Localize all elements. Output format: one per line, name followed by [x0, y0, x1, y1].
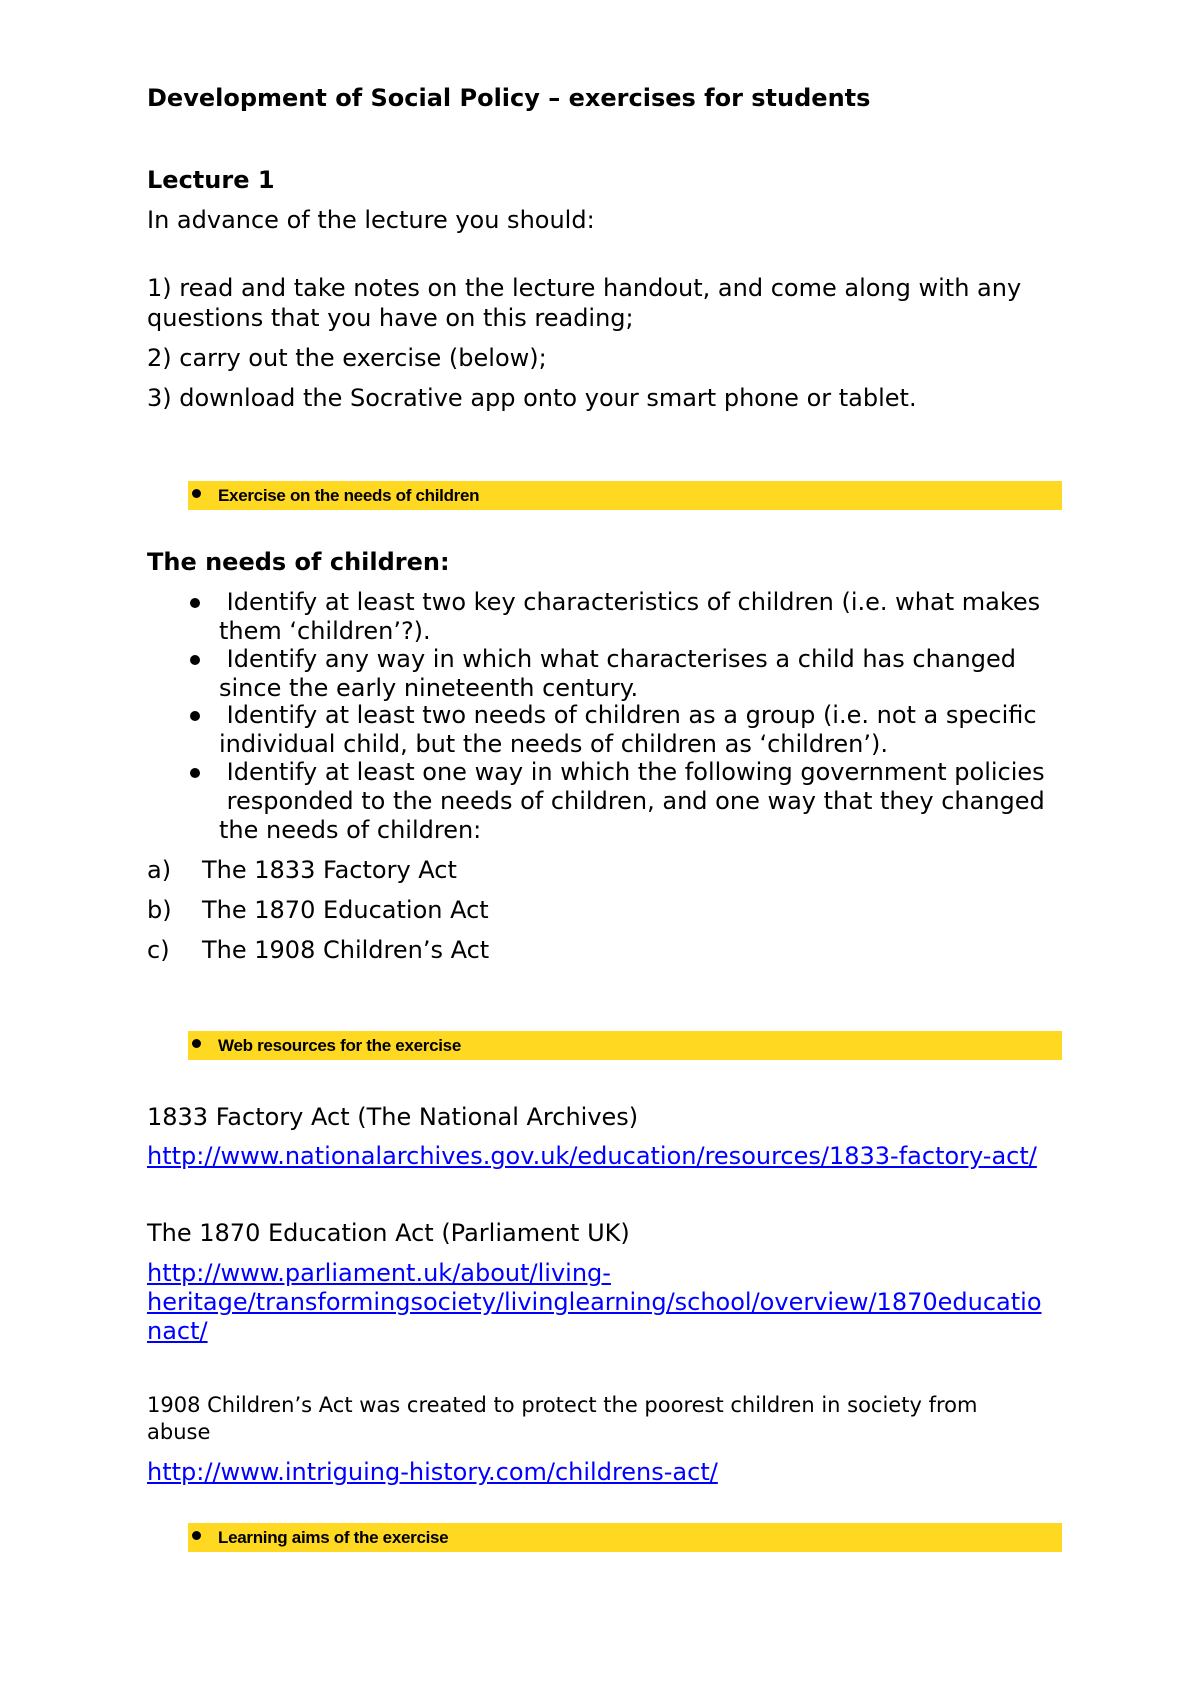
needs-bullet	[219, 588, 1079, 646]
intro-text: In advance of the lecture you should:	[147, 206, 595, 234]
step-3: 3) download the Socrative app onto your smart phone or tablet.	[147, 384, 917, 412]
resource-link[interactable]: http://www.nationalarchives.gov.uk/education/resources/1833-factory-act/	[147, 1142, 1037, 1170]
resource-description: 1908 Children’s Act was created to protect the poorest children in society from	[147, 1393, 978, 1417]
needs-bullet-line: Identify at least two needs of children as a group (i.e. not a specific	[219, 701, 1037, 729]
exercise-section-bar	[188, 481, 1062, 510]
step-1-line-1: 1) read and take notes on the lecture handout, and come along with any	[147, 274, 1022, 302]
bullet-dot	[192, 1531, 201, 1540]
act-text: The 1908 Children’s Act	[202, 936, 490, 964]
needs-bullet	[219, 758, 1079, 845]
needs-bullet-line: Identify any way in which what characterises a child has changed	[219, 645, 1016, 673]
needs-bullet-line: them ‘children’?).	[219, 617, 431, 645]
act-text: The 1870 Education Act	[202, 896, 489, 924]
act-letter: b)	[147, 896, 172, 924]
needs-bullet-line: the needs of children:	[219, 816, 482, 844]
resource-link[interactable]: heritage/transformingsociety/livinglearning/school/overview/1870educatio	[147, 1288, 1042, 1316]
bullet-dot	[190, 768, 200, 778]
bullet-dot	[190, 711, 200, 721]
learning-aims-bar	[188, 1523, 1062, 1552]
lecture-heading: Lecture 1	[147, 166, 275, 194]
needs-bullet	[219, 645, 1079, 703]
resource-label: 1833 Factory Act (The National Archives)	[147, 1103, 639, 1131]
bullet-dot	[190, 655, 200, 665]
bullet-dot	[192, 1039, 201, 1048]
act-letter: c)	[147, 936, 170, 964]
needs-bullet-line: since the early nineteenth century.	[219, 674, 639, 702]
step-1-line-2: questions that you have on this reading;	[147, 304, 634, 332]
step-2: 2) carry out the exercise (below);	[147, 344, 547, 372]
resource-link[interactable]: http://www.parliament.uk/about/living-	[147, 1259, 611, 1287]
resource-link[interactable]: http://www.intriguing-history.com/childrens-act/	[147, 1458, 718, 1486]
web-resources-bar	[188, 1031, 1062, 1060]
needs-bullet-line: Identify at least one way in which the following government policies	[219, 758, 1045, 786]
resource-label: The 1870 Education Act (Parliament UK)	[147, 1219, 630, 1247]
needs-bullet-line: responded to the needs of children, and one way that they changed	[219, 787, 1045, 815]
needs-bullet	[219, 701, 1079, 759]
exercise-section-label: Exercise on the needs of children	[218, 486, 480, 505]
document-title: Development of Social Policy – exercises for students	[147, 84, 871, 112]
act-letter: a)	[147, 856, 172, 884]
act-text: The 1833 Factory Act	[202, 856, 457, 884]
needs-bullet-line: individual child, but the needs of children as ‘children’).	[219, 730, 889, 758]
resource-link[interactable]: nact/	[147, 1317, 208, 1345]
web-resources-label: Web resources for the exercise	[218, 1036, 461, 1055]
learning-aims-label: Learning aims of the exercise	[218, 1528, 449, 1547]
resource-description: abuse	[147, 1420, 211, 1444]
needs-bullet-line: Identify at least two key characteristics of children (i.e. what makes	[219, 588, 1041, 616]
bullet-dot	[190, 598, 200, 608]
needs-heading: The needs of children:	[147, 548, 450, 576]
bullet-dot	[192, 489, 201, 498]
